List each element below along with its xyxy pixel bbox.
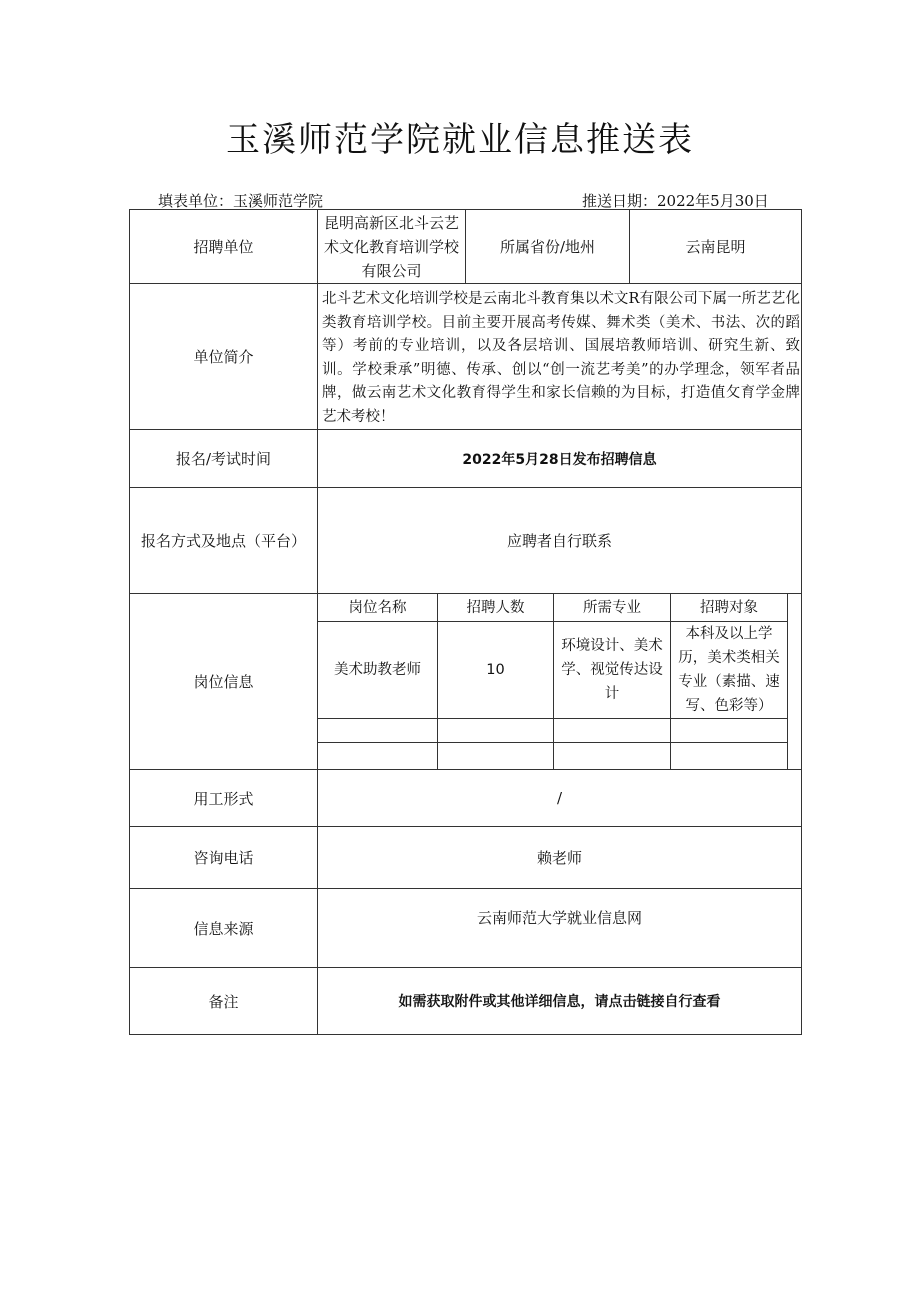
job-count: 10 (438, 622, 554, 718)
employer-label: 招聘单位 (130, 210, 318, 283)
empty-cell (438, 719, 554, 742)
exam-value: 2022年5月28日发布招聘信息 (462, 451, 657, 468)
empty-cell (318, 743, 438, 769)
empty-cell (554, 719, 671, 742)
job-header-row (318, 594, 787, 622)
employment-row (130, 770, 801, 827)
info-table (129, 209, 802, 1035)
apply-value: 应聘者自行联系 (506, 532, 612, 550)
job-row (130, 594, 801, 770)
job-empty-row (318, 719, 787, 743)
intro-label: 单位简介 (130, 284, 318, 429)
job-empty-row (318, 743, 787, 769)
phone-label: 咨询电话 (130, 827, 318, 888)
job-target: 本科及以上学历，美术类相关专业（素描、速写、色彩等） (678, 626, 780, 714)
phone-value: 赖老师 (536, 849, 582, 867)
job-header-major: 所需专业 (554, 594, 671, 621)
fill-unit: 填表单位：玉溪师范学院 (158, 192, 324, 210)
job-table (318, 594, 788, 769)
remark-value: 如需获取附件或其他详细信息，请点击链接自行查看 (398, 994, 721, 1010)
page-title: 玉溪师范学院就业信息推送表 (226, 120, 694, 160)
job-data-row (318, 622, 787, 719)
intro-row (130, 284, 801, 430)
source-label: 信息来源 (130, 889, 318, 967)
exam-label: 报名/考试时间 (130, 430, 318, 487)
source-row (130, 889, 801, 968)
apply-label: 报名方式及地点（平台） (130, 488, 318, 593)
remark-label: 备注 (130, 968, 318, 1034)
employer-row (130, 210, 801, 284)
source-value: 云南师范大学就业信息网 (476, 909, 642, 927)
employment-value: / (556, 789, 563, 807)
exam-row (130, 430, 801, 488)
empty-cell (554, 743, 671, 769)
employer-value: 昆明高新区北斗云艺术文化教育培训学校有限公司 (318, 210, 466, 283)
job-header-target: 招聘对象 (700, 599, 758, 616)
job-name: 美术助教老师 (318, 622, 438, 718)
phone-row (130, 827, 801, 889)
province-label: 所属省份/地州 (466, 210, 630, 283)
apply-row (130, 488, 801, 594)
job-header-count: 招聘人数 (438, 594, 554, 621)
job-label: 岗位信息 (130, 594, 318, 769)
intro-text: 北斗艺术文化培训学校是云南北斗教育集以术文R有限公司下属一所艺艺化类教育培训学校。目前主要开展高考传媒、舞术类（美术、书法、次的蹈等）考前的专业培训，以及各层培训、国展培教师培训、研究生新、致训。学校秉承”明德、传承、创以“创一流艺考美”的办学理念，领军者品牌，做云南艺术文化教育得学生和家长信赖的为目标，打造值攵育学金牌艺术考校！ (322, 291, 800, 425)
empty-cell (438, 743, 554, 769)
employment-label: 用工形式 (130, 770, 318, 826)
province-value: 云南昆明 (685, 237, 746, 256)
push-date: 推送日期：2022年5月30日 (582, 192, 769, 210)
job-header-name: 岗位名称 (318, 594, 438, 621)
remark-row (130, 968, 801, 1034)
empty-cell (318, 719, 438, 742)
job-major: 环境设计、美术学、视觉传达设计 (554, 622, 671, 718)
